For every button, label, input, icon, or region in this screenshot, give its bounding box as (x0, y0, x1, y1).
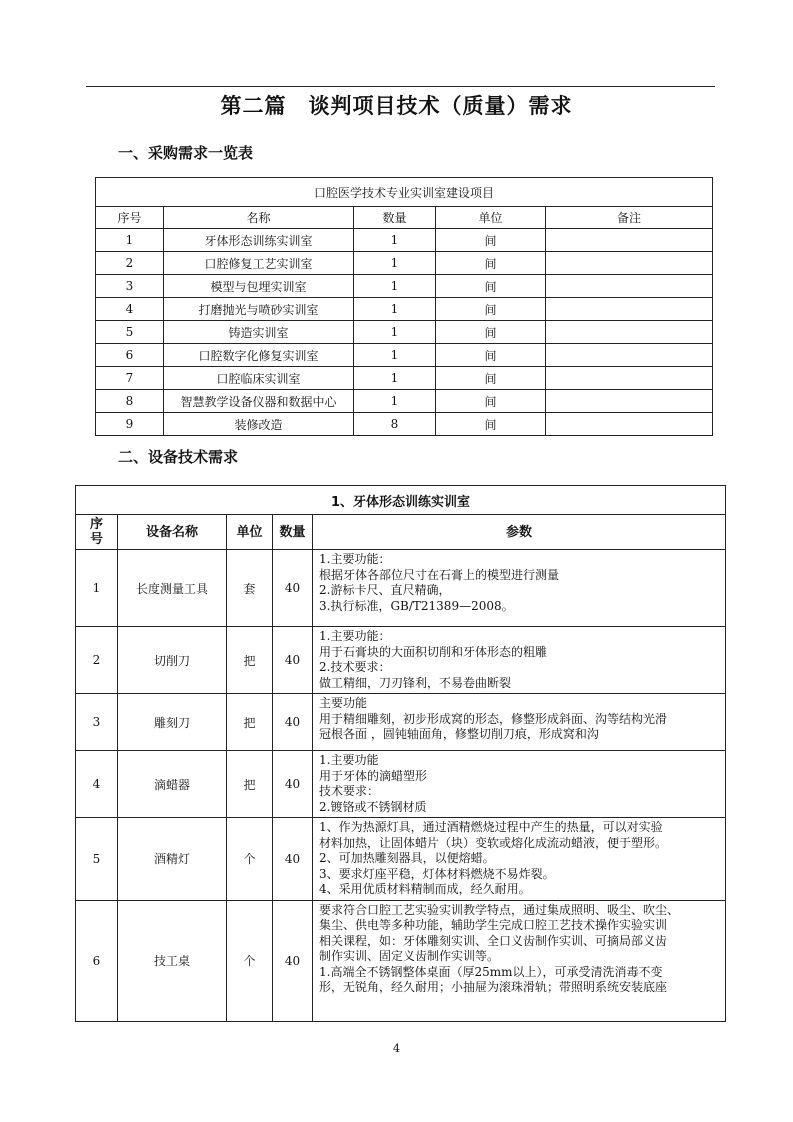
cell-qty: 40 (273, 751, 313, 818)
table-row (96, 413, 713, 436)
cell-qty: 1 (354, 321, 436, 344)
cell-name: 口腔数字化修复实训室 (164, 344, 354, 367)
col-header-name: 名称 (164, 207, 354, 229)
col-header-no (76, 515, 118, 550)
cell-name: 智慧教学设备仪器和数据中心 (164, 390, 354, 413)
cell-no: 2 (96, 252, 164, 275)
cell-params (313, 818, 726, 901)
cell-qty: 1 (354, 344, 436, 367)
param-line: 制作实训、固定义齿制作实训等。 (319, 949, 500, 963)
cell-unit: 间 (436, 298, 546, 321)
cell-unit: 间 (436, 390, 546, 413)
cell-name: 口腔修复工艺实训室 (164, 252, 354, 275)
param-line: 2.游标卡尺、直尺精确， (319, 583, 451, 597)
param-line: 3.执行标准，GB/T21389—2008。 (319, 598, 514, 613)
table-row (76, 900, 726, 1021)
cell-qty: 40 (273, 627, 313, 694)
cell-name: 切削刀 (118, 627, 227, 694)
col-header-note: 备注 (546, 207, 713, 229)
table-row (76, 818, 726, 901)
col-header-no: 序号 (96, 207, 164, 229)
table-row (76, 694, 726, 751)
cell-qty: 1 (354, 275, 436, 298)
table-row (76, 751, 726, 818)
param-line: 用于石膏块的大面积切削和牙体形态的粗雕 (319, 644, 548, 659)
cell-unit: 间 (436, 252, 546, 275)
cell-note (546, 321, 713, 344)
col-header-qty: 数量 (354, 207, 436, 229)
col-header-params: 参数 (313, 515, 726, 550)
cell-qty: 40 (273, 818, 313, 901)
cell-no: 2 (76, 627, 118, 694)
section-heading-equipment: 二、设备技术需求 (118, 448, 239, 466)
table-row (76, 627, 726, 694)
cell-unit: 个 (227, 900, 273, 1021)
cell-note (546, 229, 713, 252)
param-line: 材料加热，让固体蜡片（块）变软或熔化成流动蜡液，便于塑形。 (319, 835, 668, 850)
cell-name: 牙体形态训练实训室 (164, 229, 354, 252)
cell-unit: 间 (436, 413, 546, 436)
cell-no: 3 (76, 694, 118, 751)
cell-qty: 40 (273, 694, 313, 751)
cell-params (313, 900, 726, 1021)
param-line: 要求符合口腔工艺实验实训教学特点，通过集成照明、吸尘、吹尘、 (319, 902, 680, 917)
cell-no: 5 (96, 321, 164, 344)
col-header-unit: 单位 (227, 515, 273, 550)
param-line: 1.主要功能： (319, 552, 391, 566)
param-line: 3、要求灯座平稳，灯体材料燃烧不易炸裂。 (319, 866, 555, 881)
cell-qty: 1 (354, 252, 436, 275)
cell-params (313, 694, 726, 751)
cell-unit: 套 (227, 550, 273, 627)
cell-note (546, 413, 713, 436)
cell-qty: 1 (354, 229, 436, 252)
table-row (96, 344, 713, 367)
table-row (96, 252, 713, 275)
cell-name: 酒精灯 (118, 818, 227, 901)
param-line: 集尘、供电等多种功能，辅助学生完成口腔工艺技术操作实验实训 (319, 918, 668, 932)
param-line: 4、采用优质材料精制而成，经久耐用。 (319, 882, 531, 896)
param-line: 主要功能 (319, 696, 368, 710)
param-line: 做工精细，刀刃锋利，不易卷曲断裂 (319, 675, 512, 690)
cell-name: 口腔临床实训室 (164, 367, 354, 390)
cell-note (546, 390, 713, 413)
cell-no: 7 (96, 367, 164, 390)
table-row (96, 275, 713, 298)
cell-qty: 1 (354, 298, 436, 321)
param-line: 1.主要功能 (319, 753, 379, 767)
equipment-spec-table (75, 485, 726, 1022)
param-line: 2.技术要求： (319, 660, 391, 674)
param-line: 形，无锐角，经久耐用；小抽屉为滚珠滑轨；带照明系统安装底座 (319, 980, 668, 994)
cell-params (313, 550, 726, 627)
param-line: 技术要求： (319, 784, 380, 798)
table-caption: 口腔医学技术专业实训室建设项目 (96, 178, 713, 207)
table-header-row (76, 515, 726, 550)
param-line: 冠根各面 ，圆钝轴面角，修整切削刀痕，形成窝和沟 (319, 727, 599, 741)
page-number: 4 (393, 1042, 400, 1055)
table-caption: 1、牙体形态训练实训室 (76, 486, 726, 515)
cell-name: 雕刻刀 (118, 694, 227, 751)
cell-params (313, 751, 726, 818)
cell-unit: 间 (436, 229, 546, 252)
param-line: 2.镀铬或不锈钢材质 (319, 799, 427, 814)
cell-qty: 40 (273, 900, 313, 1021)
param-line: 用于精细雕刻，初步形成窝的形态，修整形成斜面、沟等结构光滑 (319, 711, 668, 726)
cell-note (546, 252, 713, 275)
cell-no: 1 (96, 229, 164, 252)
section-heading-procurement: 一、采购需求一览表 (118, 144, 254, 162)
cell-unit: 间 (436, 321, 546, 344)
cell-unit: 个 (227, 818, 273, 901)
table-row (96, 390, 713, 413)
cell-note (546, 298, 713, 321)
param-line: 1、作为热源灯具，通过酒精燃烧过程中产生的热量，可以对实验 (319, 820, 663, 834)
cell-no: 1 (76, 550, 118, 627)
cell-qty: 1 (354, 367, 436, 390)
cell-unit: 间 (436, 367, 546, 390)
cell-qty: 8 (354, 413, 436, 436)
col-header-no-text: 序号 (89, 517, 103, 547)
col-header-qty: 数量 (273, 515, 313, 550)
cell-unit: 间 (436, 344, 546, 367)
cell-unit: 把 (227, 751, 273, 818)
cell-name: 模型与包埋实训室 (164, 275, 354, 298)
cell-qty: 1 (354, 390, 436, 413)
col-header-name: 设备名称 (118, 515, 227, 550)
cell-no: 4 (96, 298, 164, 321)
cell-name: 打磨抛光与喷砂实训室 (164, 298, 354, 321)
header-rule (86, 86, 715, 87)
cell-qty: 40 (273, 550, 313, 627)
cell-unit: 把 (227, 694, 273, 751)
cell-no: 6 (96, 344, 164, 367)
procurement-summary-table (95, 177, 713, 436)
cell-no: 8 (96, 390, 164, 413)
cell-note (546, 367, 713, 390)
cell-name: 滴蜡器 (118, 751, 227, 818)
table-row (76, 550, 726, 627)
cell-name: 长度测量工具 (118, 550, 227, 627)
table-header-row (96, 207, 713, 229)
param-line: 根据牙体各部位尺寸在石膏上的模型进行测量 (319, 567, 560, 582)
cell-unit: 把 (227, 627, 273, 694)
param-line: 相关课程，如：牙体雕刻实训、全口义齿制作实训、可摘局部义齿 (319, 933, 668, 948)
cell-name: 装修改造 (164, 413, 354, 436)
cell-note (546, 275, 713, 298)
table-row (96, 367, 713, 390)
param-line: 用于牙体的滴蜡塑形 (319, 768, 428, 783)
cell-note (546, 344, 713, 367)
param-line: 2、可加热雕刻器具，以便熔蜡。 (319, 851, 495, 865)
param-line: 1.高端全不锈钢整体桌面（厚25mm以上），可承受清洗消毒不变 (319, 964, 663, 979)
cell-no: 6 (76, 900, 118, 1021)
cell-name: 铸造实训室 (164, 321, 354, 344)
table-row (96, 321, 713, 344)
cell-no: 3 (96, 275, 164, 298)
col-header-unit: 单位 (436, 207, 546, 229)
cell-no: 5 (76, 818, 118, 901)
cell-unit: 间 (436, 275, 546, 298)
cell-name: 技工桌 (118, 900, 227, 1021)
cell-no: 9 (96, 413, 164, 436)
table-row (96, 229, 713, 252)
cell-no: 4 (76, 751, 118, 818)
table-row (96, 298, 713, 321)
cell-params (313, 627, 726, 694)
param-line: 1.主要功能： (319, 629, 391, 643)
page-title: 第二篇 谈判项目技术（质量）需求 (220, 94, 573, 118)
